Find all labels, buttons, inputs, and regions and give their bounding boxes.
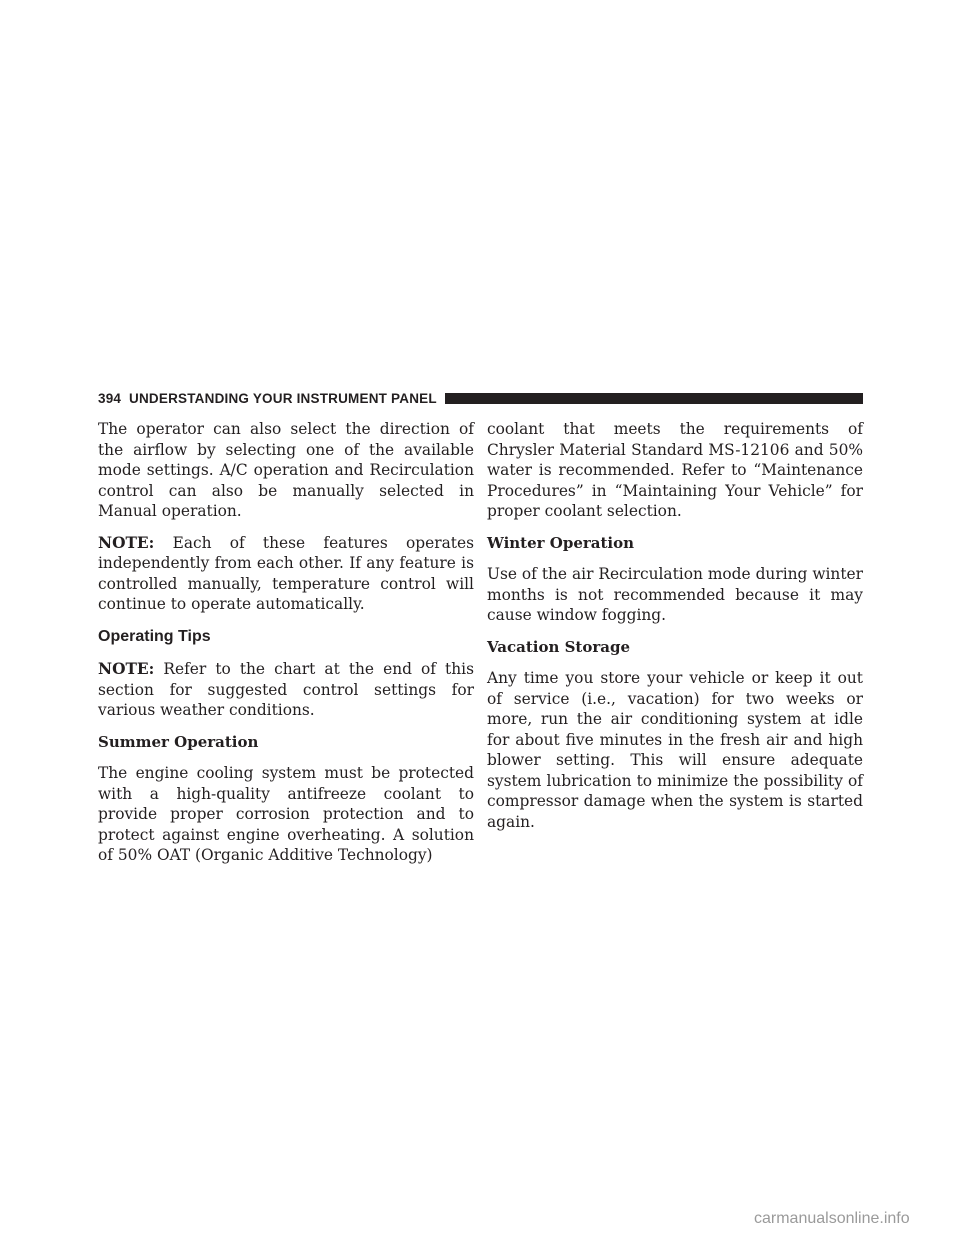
paragraph-summer: The engine cooling system must be protected with a high-quality antifreeze coolant to provide proper corrosion protection and to protect against engine overheating. A solution of 50% OAT (Organic Additive Technology) [98,764,474,864]
note-label: NOTE: [98,660,155,678]
heading-operating-tips: Operating Tips [98,627,211,645]
right-column [487,419,863,843]
page-number-and-section [98,391,437,406]
paragraph-summer-continued: coolant that meets the requirements of Chrysler Material Standard MS-12106 and 50% water is recommended. Refer to “Maintenance Procedures” in “Maintaining Your Vehicle” for proper coolant selection. [487,420,863,520]
note-label: NOTE: [98,533,155,552]
page-number: 394 [98,390,122,406]
watermark-text: carmanualsonline.info [754,1210,910,1227]
header-rule [445,393,863,404]
section-title: UNDERSTANDING YOUR INSTRUMENT PANEL [129,390,437,406]
note-independent [98,533,474,615]
heading-winter-operation: Winter Operation [487,533,635,552]
paragraph-airflow: The operator can also select the direction of the airflow by selecting one of the available mode settings. A/C operation and Recirculation control can also be manually selected in Manual operation. [98,420,474,520]
left-column [98,419,474,877]
paragraph-winter: Use of the air Recirculation mode during winter months is not recommended because it may cause window fogging. [487,565,863,624]
paragraph-vacation: Any time you store your vehicle or keep it out of service (i.e., vacation) for two weeks or more, run the air conditioning system at idle for about five minutes in the fresh air and high blower setting. This will ensure adequate system lubrication to minimize the possibility of compressor damage when the system is started again. [487,669,863,831]
page-header [98,389,863,407]
heading-summer-operation: Summer Operation [98,732,259,751]
heading-vacation-storage: Vacation Storage [487,637,631,656]
note-text: Refer to the chart at the end of this section for suggested control settings for various weather conditions. [98,660,474,719]
note-chart [98,659,474,721]
note-text: Each of these features operates independently from each other. If any feature is controlled manually, temperature control will continue to operate automatically. [98,533,474,613]
